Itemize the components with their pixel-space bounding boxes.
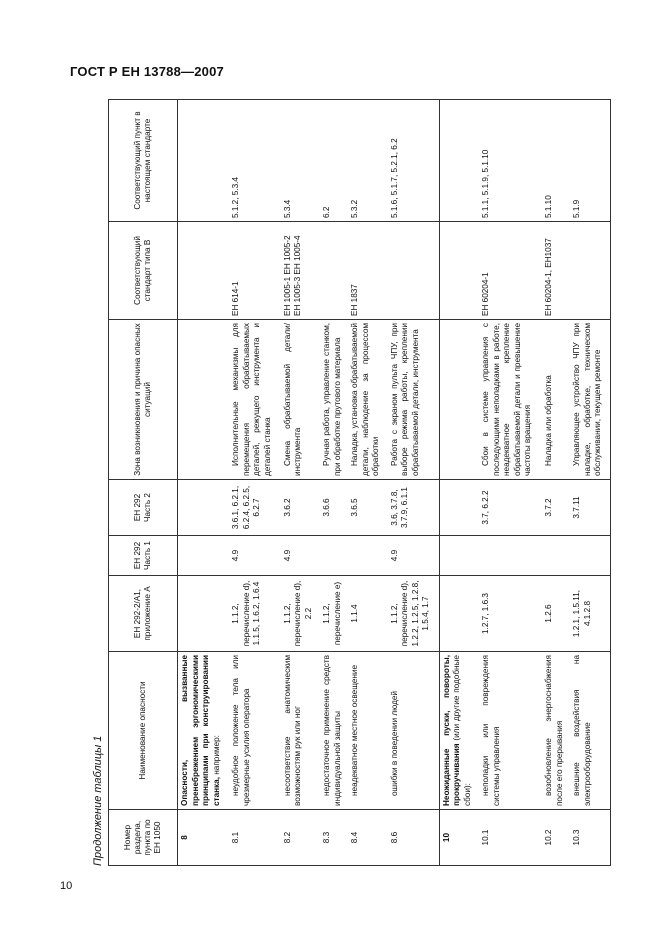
clause-reference-cell: 5.1.2, 5.3.4 — [229, 100, 280, 222]
type-b-standard-cell: ЕН 60204-1, ЕН1037 — [542, 222, 570, 320]
table-row — [281, 100, 321, 866]
en292-part1-cell — [542, 536, 570, 576]
type-b-standard-cell — [320, 222, 348, 320]
hazard-name-text: недостаточное применение средств индивидуальной защиты — [322, 655, 342, 806]
table-row — [178, 100, 230, 866]
column-header: Соответствующий пункт в настоящем стандарте — [109, 100, 178, 222]
row-number-cell: 8.1 — [229, 810, 280, 866]
annex-a-cell: 1.1.2, перечисление d), 1.1.5, 1.6.2, 1.6.4 — [229, 576, 280, 652]
hazard-name-cell — [439, 652, 479, 810]
hazard-zone-cell: Сбои в системе управления с последующими неполадками в работе, неадекватное крепление обрабатываемой детали и превышение частоты вращения — [479, 320, 542, 480]
table-row — [388, 100, 440, 866]
hazard-zone-cell: Смена обрабатываемой детали/инструмента — [281, 320, 321, 480]
column-header: Номер раздела, пункта по ЕН 1050 — [109, 810, 178, 866]
row-number-cell: 8.3 — [320, 810, 348, 866]
hazard-zone-cell: Исполнительные механизмы для перемещения обрабатываемых деталей, режущего инструмента и деталей станка — [229, 320, 280, 480]
clause-reference-cell: 5.1.9 — [570, 100, 610, 222]
clause-reference-cell: 5.3.2 — [348, 100, 388, 222]
table-row — [348, 100, 388, 866]
hazard-name-cell — [281, 652, 321, 810]
annex-a-cell: 1.1.2, перечисление е) — [320, 576, 348, 652]
en292-part2-cell: 3.6.5 — [348, 480, 388, 536]
row-number-cell: 8 — [178, 810, 230, 866]
row-number-cell: 8.6 — [388, 810, 440, 866]
type-b-standard-cell: ЕН 60204-1 — [479, 222, 542, 320]
hazard-zone-cell: Управляющее устройство ЧПУ при наладке, обработке, техническом обслуживании, текущем ремонте — [570, 320, 610, 480]
en292-part2-cell: 3.6.1, 6.2.1, 6.2.4, 6.2.5, 6.2.7 — [229, 480, 280, 536]
type-b-standard-cell — [388, 222, 440, 320]
hazard-name-text: внешние воздействия на электрооборудование — [572, 655, 592, 806]
en292-part1-cell — [479, 536, 542, 576]
hazard-name-text: возобновление энергоснабжения после его прерывания — [544, 655, 564, 806]
en292-part2-cell: 3.7.2 — [542, 480, 570, 536]
en292-part1-cell — [570, 536, 610, 576]
document-header: ГОСТ Р ЕН 13788—2007 — [70, 64, 224, 79]
annex-a-cell — [178, 576, 230, 652]
column-header: ЕН 292-2/А1, приложение А — [109, 576, 178, 652]
hazard-zone-cell: Ручная работа, управление станком, при обработке прутового материала — [320, 320, 348, 480]
hazard-name-cell — [479, 652, 542, 810]
hazard-name-cell — [542, 652, 570, 810]
clause-reference-cell: 6.2 — [320, 100, 348, 222]
row-number-cell: 8.2 — [281, 810, 321, 866]
hazard-name-cell — [178, 652, 230, 810]
table-row — [320, 100, 348, 866]
hazard-name-cell — [320, 652, 348, 810]
type-b-standard-cell — [439, 222, 479, 320]
annex-a-cell: 1.2.7, 1.6.3 — [479, 576, 542, 652]
type-b-standard-cell: ЕН 1837 — [348, 222, 388, 320]
hazard-zone-cell — [178, 320, 230, 480]
hazard-group-title: Неожиданные пуски, повороты, прокручивания — [441, 655, 462, 806]
table-row — [439, 100, 479, 866]
hazard-name-text: например: — [211, 735, 221, 777]
type-b-standard-cell — [178, 222, 230, 320]
hazards-table — [108, 99, 611, 866]
hazard-name-text: неадекватное местное освещение — [350, 664, 359, 796]
en292-part2-cell: 3.6.2 — [281, 480, 321, 536]
hazard-name-cell — [348, 652, 388, 810]
column-header: Наименование опасности — [109, 652, 178, 810]
annex-a-cell: 1.1.2, перечисление d), 2.2 — [281, 576, 321, 652]
clause-reference-cell: 5.1.6, 5.1.7, 5.2.1, 6.2 — [388, 100, 440, 222]
rotated-table-area — [92, 100, 611, 866]
hazard-name-text: неудобное положение тела или чрезмерные усилия оператора — [231, 655, 251, 806]
table-header-row — [109, 100, 178, 866]
table-caption: Продолжение таблицы 1 — [92, 735, 104, 866]
en292-part1-cell: 4.9 — [281, 536, 321, 576]
hazard-name-text: (или другие подобные сбои): — [452, 655, 472, 806]
hazard-name-cell — [388, 652, 440, 810]
en292-part2-cell: 3.7.11 — [570, 480, 610, 536]
type-b-standard-cell: ЕН 614-1 — [229, 222, 280, 320]
en292-part1-cell: 4.9 — [388, 536, 440, 576]
table-row — [542, 100, 570, 866]
clause-reference-cell: 5.1.1, 5.1.9, 5.1.10 — [479, 100, 542, 222]
hazard-name-cell — [570, 652, 610, 810]
table-row — [229, 100, 280, 866]
hazard-name-text: неполадки или повреждения системы управления — [481, 655, 501, 806]
en292-part2-cell — [178, 480, 230, 536]
type-b-standard-cell: ЕН 1005-1 ЕН 1005-2 ЕН 1005-3 ЕН 1005-4 — [281, 222, 321, 320]
en292-part2-cell: 3.7, 6.2.2 — [479, 480, 542, 536]
column-header: Соответствующий стандарт типа В — [109, 222, 178, 320]
clause-reference-cell: 5.1.10 — [542, 100, 570, 222]
hazard-zone-cell: Наладка или обработка — [542, 320, 570, 480]
column-header: ЕН 292 Часть 2 — [109, 480, 178, 536]
row-number-cell: 10.3 — [570, 810, 610, 866]
column-header: Зона возникновения и причина опасных ситуаций — [109, 320, 178, 480]
annex-a-cell: 1.2.6 — [542, 576, 570, 652]
row-number-cell: 10.1 — [479, 810, 542, 866]
en292-part1-cell — [439, 536, 479, 576]
column-header: ЕН 292 Часть 1 — [109, 536, 178, 576]
type-b-standard-cell — [570, 222, 610, 320]
annex-a-cell: 1.1.4 — [348, 576, 388, 652]
row-number-cell: 10.2 — [542, 810, 570, 866]
page-number: 10 — [60, 880, 73, 892]
en292-part1-cell — [178, 536, 230, 576]
en292-part2-cell: 3.6, 3.7.8, 3.7.9, 6.1.1 — [388, 480, 440, 536]
clause-reference-cell — [439, 100, 479, 222]
row-number-cell: 10 — [439, 810, 479, 866]
en292-part2-cell — [439, 480, 479, 536]
row-number-cell: 8.4 — [348, 810, 388, 866]
en292-part1-cell — [320, 536, 348, 576]
table-row — [479, 100, 542, 866]
table-row — [570, 100, 610, 866]
en292-part1-cell — [348, 536, 388, 576]
hazard-name-cell — [229, 652, 280, 810]
hazard-group-title: Опасности, вызванные пренебрежением эргономическими принципами при конструировании станка, — [180, 655, 221, 806]
en292-part2-cell: 3.6.6 — [320, 480, 348, 536]
annex-a-cell: 1.2.1, 1.5.11, 4.1.2.8 — [570, 576, 610, 652]
hazard-zone-cell: Работа с экраном пульта ЧПУ, при выборе режима работы, креплении обрабатываемой детали, инструмента — [388, 320, 440, 480]
hazard-zone-cell — [439, 320, 479, 480]
clause-reference-cell: 5.3.4 — [281, 100, 321, 222]
annex-a-cell: 1.1.2, перечисление d), 1.2.2, 1.2.5, 1.2.8, 1.5.4, 1.7 — [388, 576, 440, 652]
hazard-name-text: ошибки в поведении людей — [389, 691, 399, 796]
hazard-name-text: несоответствие анатомическим возможностям рук или ног — [282, 655, 303, 806]
clause-reference-cell — [178, 100, 230, 222]
hazard-zone-cell: Наладка, установка обрабатываемой детали, наблюдение за процессом обработки — [348, 320, 388, 480]
annex-a-cell — [439, 576, 479, 652]
en292-part1-cell: 4.9 — [229, 536, 280, 576]
